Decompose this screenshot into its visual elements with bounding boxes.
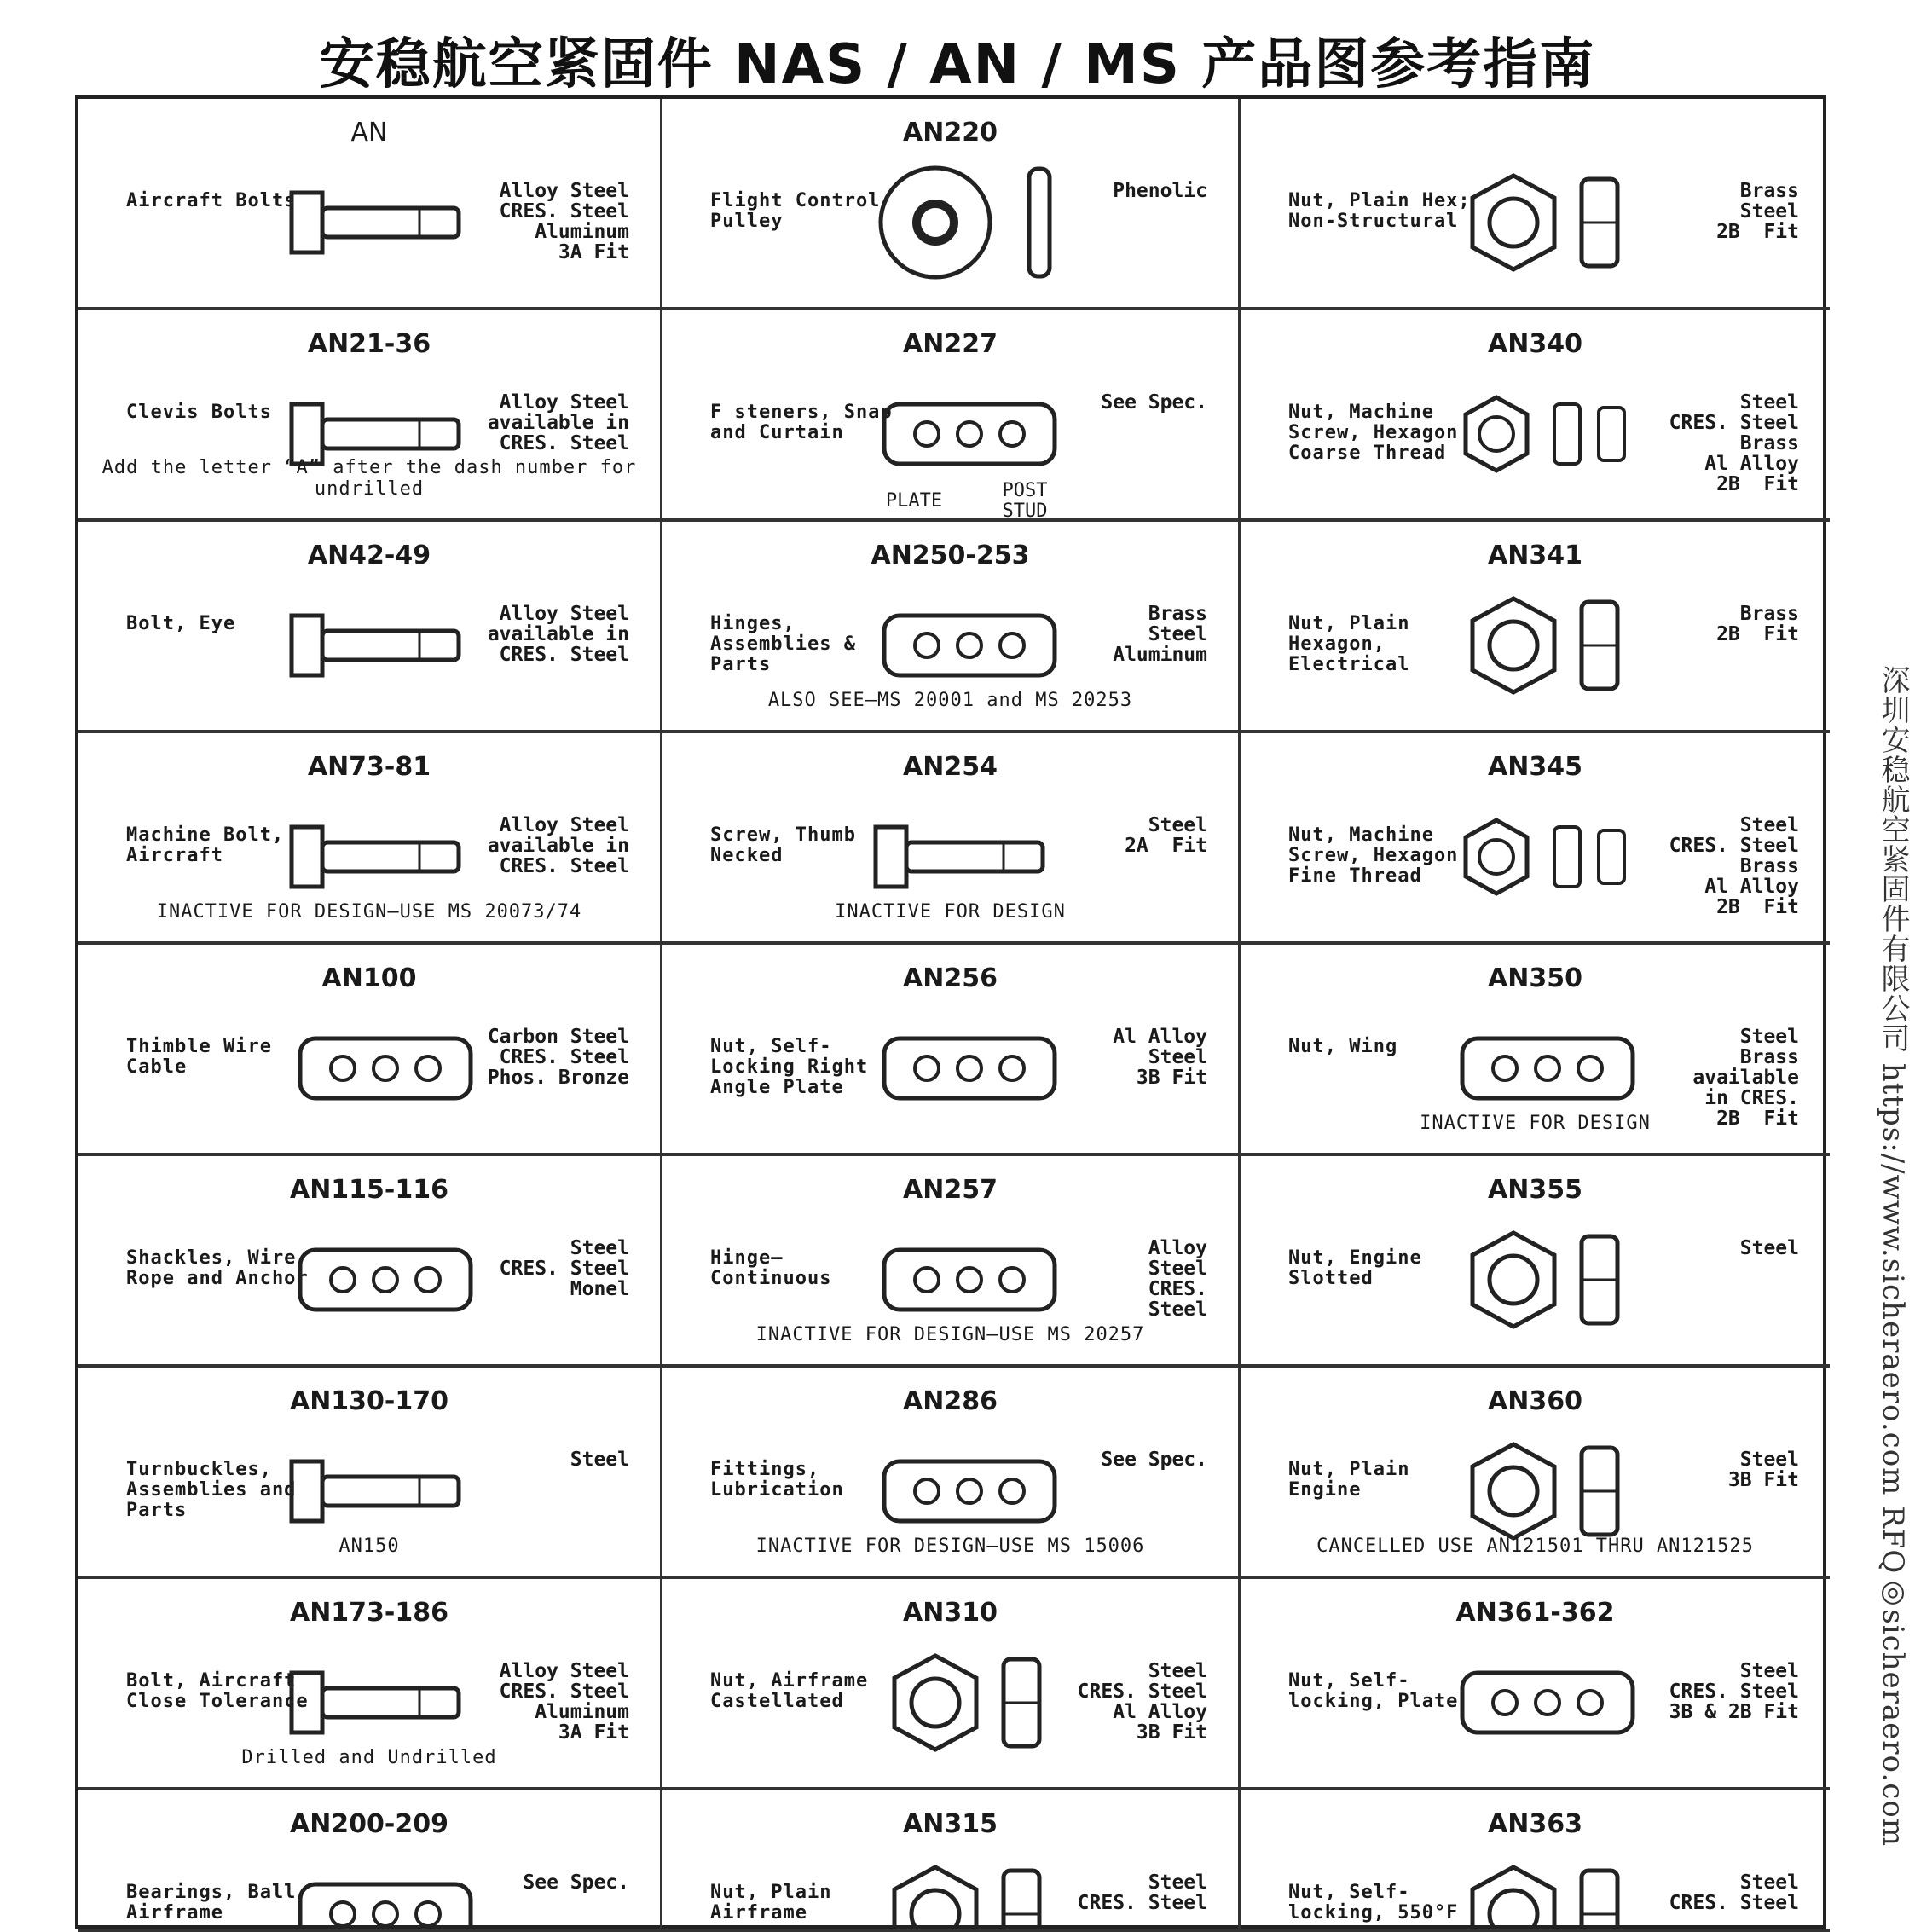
material-item: Phos. Bronze xyxy=(487,1067,629,1089)
part-cell xyxy=(78,522,662,733)
material-item: Brass xyxy=(1739,180,1799,202)
part-number: AN200-209 xyxy=(289,1809,449,1839)
material-list xyxy=(450,1872,629,1893)
part-note: INACTIVE FOR DESIGN—USE MS 20257 xyxy=(755,1324,1145,1345)
material-item: Al Alloy xyxy=(1704,876,1799,898)
part-cell xyxy=(662,522,1241,733)
material-item: Steel xyxy=(1739,200,1799,223)
material-list xyxy=(1028,392,1207,413)
part-number: AN360 xyxy=(1488,1386,1582,1416)
material-item: 2B Fit xyxy=(1716,623,1799,645)
part-description: Nut, Self-locking, 550°F xyxy=(1288,1882,1459,1923)
part-number: AN355 xyxy=(1488,1175,1582,1205)
material-list xyxy=(450,1027,629,1088)
material-list xyxy=(1620,1661,1799,1722)
material-item: CRES. Steel xyxy=(499,1258,629,1280)
part-number: AN315 xyxy=(903,1809,998,1839)
material-item: Monel xyxy=(570,1278,629,1300)
part-number: AN286 xyxy=(903,1386,998,1416)
material-list xyxy=(450,392,629,454)
material-item: Steel xyxy=(1739,1026,1799,1048)
part-drawing xyxy=(1437,581,1658,709)
part-description: Flight Control Pulley xyxy=(710,190,881,232)
material-item: CRES. Steel xyxy=(499,1046,629,1068)
part-note: Add the letter “A” after the dash number for undrilled xyxy=(101,457,637,500)
material-item: CRES. Steel xyxy=(499,1680,629,1703)
part-description: F steners, Snap and Curtain xyxy=(710,402,893,443)
part-description: Thimble Wire Cable xyxy=(126,1036,272,1078)
material-list xyxy=(1620,1238,1799,1258)
material-list xyxy=(1620,1449,1799,1490)
part-number: AN340 xyxy=(1488,329,1582,359)
part-description: Nut, Self-Locking Right Angle Plate xyxy=(710,1036,869,1098)
part-number: AN115-116 xyxy=(289,1175,449,1205)
material-item: Al Alloy xyxy=(1113,1701,1207,1723)
material-item: 2B Fit xyxy=(1716,896,1799,918)
material-item: Brass xyxy=(1739,1046,1799,1068)
part-description: Clevis Bolts xyxy=(126,402,272,423)
material-item: Steel xyxy=(570,1449,629,1471)
part-number: AN100 xyxy=(321,963,417,993)
part-cell xyxy=(662,1368,1241,1579)
material-item: Alloy Steel xyxy=(499,814,629,836)
part-number: AN220 xyxy=(903,118,998,148)
material-list xyxy=(1620,1872,1799,1913)
part-cell xyxy=(1241,945,1830,1156)
part-cell xyxy=(78,99,662,310)
part-number: AN345 xyxy=(1488,752,1582,782)
part-note: INACTIVE FOR DESIGN xyxy=(835,901,1066,923)
material-item: 2B Fit xyxy=(1716,1108,1799,1130)
material-item: 2B Fit xyxy=(1716,221,1799,243)
material-item: Alloy Steel xyxy=(499,391,629,414)
part-cell xyxy=(662,99,1241,310)
material-item: 3B Fit xyxy=(1136,1067,1207,1089)
part-description: Nut, Plain Airframe xyxy=(710,1882,832,1923)
material-item: See Spec. xyxy=(1101,391,1207,414)
material-item: Carbon Steel xyxy=(487,1026,629,1048)
material-item: Steel xyxy=(1148,1258,1207,1280)
material-list xyxy=(1028,1872,1207,1913)
part-number: AN21-36 xyxy=(307,329,431,359)
material-item: 3B Fit xyxy=(1136,1721,1207,1744)
company-sidebar: 深圳安稳航空紧固件有限公司 https://www.sicheraero.com RFQ◎sicheraero.com xyxy=(1876,665,1910,1847)
material-item: Alloy Steel xyxy=(499,180,629,202)
part-note: ALSO SEE—MS 20001 and MS 20253 xyxy=(767,690,1133,711)
part-cell xyxy=(78,1156,662,1368)
part-cell xyxy=(1241,522,1830,733)
part-description: Turnbuckles, Assemblies and Parts xyxy=(126,1459,297,1521)
material-list xyxy=(1028,181,1207,201)
material-list xyxy=(1620,604,1799,645)
part-description: Screw, Thumb Necked xyxy=(710,824,856,866)
page-title: 安稳航空紧固件 NAS / AN / MS 产品图参考指南 xyxy=(319,33,1596,96)
material-list xyxy=(450,815,629,876)
part-description: Machine Bolt, Aircraft xyxy=(126,824,285,866)
material-item: Alloy Steel xyxy=(499,603,629,625)
material-item: 2A Fit xyxy=(1125,835,1207,857)
part-description: Bearings, Ball Airframe xyxy=(126,1882,297,1923)
material-list xyxy=(1620,181,1799,242)
material-list xyxy=(1028,604,1207,665)
material-item: 3B & 2B Fit xyxy=(1669,1701,1799,1723)
material-item: Al Alloy xyxy=(1704,453,1799,475)
sub-label: POST STUD xyxy=(1002,480,1048,522)
material-item: 3B Fit xyxy=(1727,1469,1799,1491)
part-note: INACTIVE FOR DESIGN xyxy=(1420,1113,1651,1134)
material-item: Steel xyxy=(1148,623,1207,645)
part-cell xyxy=(1241,733,1830,945)
part-number: AN257 xyxy=(903,1175,998,1205)
material-list xyxy=(1028,1027,1207,1088)
material-item: Brass xyxy=(1739,432,1799,454)
material-item: CRES. Steel xyxy=(499,855,629,877)
material-list xyxy=(1028,815,1207,856)
material-item: available in xyxy=(487,835,629,857)
part-cell xyxy=(78,733,662,945)
part-description: Bolt, Eye xyxy=(126,613,236,634)
material-list xyxy=(450,1238,629,1299)
part-number: AN250-253 xyxy=(871,541,1030,570)
part-cell xyxy=(662,945,1241,1156)
material-item: Steel xyxy=(1739,1449,1799,1471)
material-item: CRES. Steel xyxy=(499,644,629,666)
material-item: Al Alloy xyxy=(1113,1026,1207,1048)
part-cell xyxy=(1241,99,1830,310)
part-description: Nut, Plain Hex; Non-Structural xyxy=(1288,190,1471,232)
part-description: Aircraft Bolts xyxy=(126,190,297,211)
material-item: See Spec. xyxy=(523,1871,629,1894)
material-item: CRES. Steel xyxy=(1669,1892,1799,1914)
material-item: CRES. Steel xyxy=(499,200,629,223)
material-item: Brass xyxy=(1739,855,1799,877)
material-item: Steel xyxy=(1739,814,1799,836)
part-cell xyxy=(662,733,1241,945)
part-cell xyxy=(662,1156,1241,1368)
part-description: Bolt, Aircraft Close Tolerance xyxy=(126,1670,309,1712)
part-cell xyxy=(1241,1579,1830,1790)
sub-label: PLATE xyxy=(885,490,943,512)
part-description: Nut, Wing xyxy=(1288,1036,1398,1057)
material-item: Aluminum xyxy=(1113,644,1207,666)
part-cell xyxy=(1241,1790,1830,1932)
material-item: Steel xyxy=(1148,1299,1207,1321)
material-item: Steel xyxy=(1148,1871,1207,1894)
part-description: Nut, Self-locking, Plate xyxy=(1288,1670,1459,1712)
material-item: Steel xyxy=(1739,1237,1799,1259)
part-number: AN254 xyxy=(903,752,998,782)
part-number: AN350 xyxy=(1488,963,1582,993)
part-description: Shackles, Wire Rope and Anchor xyxy=(126,1247,309,1289)
material-list xyxy=(1028,1661,1207,1743)
material-list xyxy=(450,1449,629,1470)
part-number: AN310 xyxy=(903,1598,998,1628)
material-item: CRES. Steel xyxy=(1077,1892,1207,1914)
material-list xyxy=(450,604,629,665)
part-cell xyxy=(78,1579,662,1790)
material-item: available xyxy=(1692,1067,1799,1089)
part-note: INACTIVE FOR DESIGN–USE MS 20073/74 xyxy=(156,901,582,923)
part-cell xyxy=(662,1790,1241,1932)
material-item: See Spec. xyxy=(1101,1449,1207,1471)
part-cell xyxy=(78,310,662,522)
part-cell xyxy=(1241,1156,1830,1368)
part-drawing xyxy=(859,159,1080,286)
part-drawing xyxy=(859,370,1080,498)
part-description: Nut, Plain Hexagon, Electrical xyxy=(1288,613,1410,675)
material-item: 3A Fit xyxy=(558,1721,629,1744)
part-number: AN173-186 xyxy=(289,1598,449,1628)
material-item: Alloy Steel xyxy=(499,1660,629,1682)
part-note: CANCELLED USE AN121501 THRU AN121525 xyxy=(1316,1536,1754,1557)
part-description: Nut, Airframe Castellated xyxy=(710,1670,869,1712)
material-item: CRES. Steel xyxy=(499,432,629,454)
material-list xyxy=(1028,1238,1207,1320)
material-item: Steel xyxy=(1148,1660,1207,1682)
material-item: 2B Fit xyxy=(1716,473,1799,495)
material-item: Steel xyxy=(1739,1871,1799,1894)
product-grid xyxy=(75,95,1826,1929)
material-item: 3A Fit xyxy=(558,241,629,263)
part-number: AN130-170 xyxy=(289,1386,449,1416)
material-item: CRES. Steel xyxy=(1077,1680,1207,1703)
part-cell xyxy=(78,1790,662,1932)
part-number: AN361-362 xyxy=(1455,1598,1615,1628)
part-note: INACTIVE FOR DESIGN—USE MS 15006 xyxy=(755,1536,1145,1557)
material-item: available in xyxy=(487,623,629,645)
material-list xyxy=(450,1661,629,1743)
part-description: Hinges, Assemblies & Parts xyxy=(710,613,856,675)
part-drawing xyxy=(1437,1216,1658,1344)
material-item: Alloy xyxy=(1148,1237,1207,1259)
part-description: Fittings, Lubrication xyxy=(710,1459,844,1501)
material-list xyxy=(1028,1449,1207,1470)
material-item: in CRES. xyxy=(1704,1087,1799,1109)
material-item: available in xyxy=(487,412,629,434)
material-item: CRES. Steel xyxy=(1669,412,1799,434)
part-cell xyxy=(662,1579,1241,1790)
part-description: Nut, Plain Engine xyxy=(1288,1459,1410,1501)
material-item: CRES. Steel xyxy=(1669,1680,1799,1703)
part-description: Nut, Engine Slotted xyxy=(1288,1247,1422,1289)
part-description: Nut, Machine Screw, Hexagon Coarse Thread xyxy=(1288,402,1459,464)
material-list xyxy=(1620,392,1799,495)
material-item: Phenolic xyxy=(1113,180,1207,202)
part-number: AN341 xyxy=(1488,541,1582,570)
part-number: AN73-81 xyxy=(307,752,431,782)
part-number: AN363 xyxy=(1488,1809,1582,1839)
material-item: Steel xyxy=(570,1237,629,1259)
material-item: Brass xyxy=(1148,603,1207,625)
part-number: AN227 xyxy=(903,329,998,359)
material-list xyxy=(450,181,629,263)
part-note: AN150 xyxy=(338,1536,400,1557)
material-list xyxy=(1620,815,1799,917)
part-number: AN42-49 xyxy=(307,541,431,570)
part-description: Hinge— Continuous xyxy=(710,1247,832,1289)
material-item: CRES. xyxy=(1148,1278,1207,1300)
material-item: Brass xyxy=(1739,603,1799,625)
part-note: Drilled and Undrilled xyxy=(241,1747,497,1768)
part-description: Nut, Machine Screw, Hexagon Fine Thread xyxy=(1288,824,1459,887)
material-item: Steel xyxy=(1739,391,1799,414)
part-cell xyxy=(1241,310,1830,522)
material-item: CRES. Steel xyxy=(1669,835,1799,857)
material-item: Aluminum xyxy=(535,1701,629,1723)
part-cell xyxy=(662,310,1241,522)
material-item: Steel xyxy=(1148,1046,1207,1068)
part-number: AN256 xyxy=(903,963,998,993)
part-cell xyxy=(78,1368,662,1579)
part-cell xyxy=(1241,1368,1830,1579)
material-item: Steel xyxy=(1739,1660,1799,1682)
part-number: AN xyxy=(350,118,388,148)
material-item: Steel xyxy=(1148,814,1207,836)
part-cell xyxy=(78,945,662,1156)
material-item: Aluminum xyxy=(535,221,629,243)
